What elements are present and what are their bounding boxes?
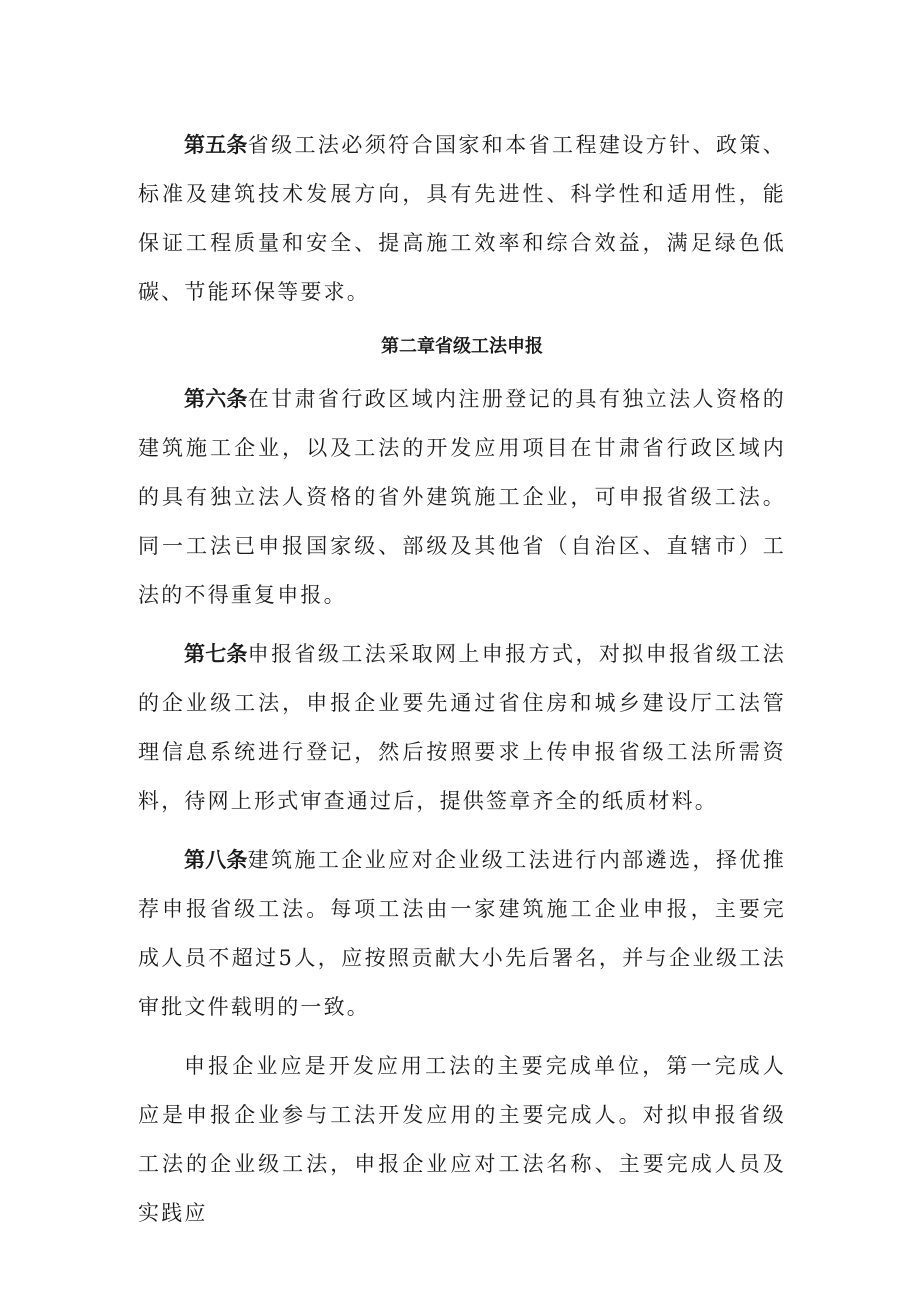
article-7-paragraph <box>138 630 786 826</box>
article-6-paragraph <box>138 375 786 620</box>
article-7-text: 申报省级工法采取网上申报方式，对拟申报省级工法的企业级工法，申报企业要先通过省住房和城乡建设厅工法管理信息系统进行登记，然后按照要求上传申报省级工法所需资料，待网上形式审查通过后，提供签章齐全的纸质材料。 <box>138 642 786 813</box>
article-5-label: 第五条 <box>184 133 248 157</box>
chapter-2-title: 第二章省级工法申报 <box>381 336 543 357</box>
article-6-text: 在甘肃省行政区域内注册登记的具有独立法人资格的建筑施工企业，以及工法的开发应用项目在甘肃省行政区域内的具有独立法人资格的省外建筑施工企业，可申报省级工法。同一工法已申报国家级、部级及其他省（自治区、直辖市）工法的不得重复申报。 <box>138 387 786 607</box>
article-5-paragraph <box>138 121 786 317</box>
article-8-label: 第八条 <box>184 848 248 872</box>
article-8-paragraph-2: 申报企业应是开发应用工法的主要完成单位，第一完成人应是申报企业参与工法开发应用的主要完成人。对拟申报省级工法的企业级工法，申报企业应对工法名称、主要完成人员及实践应 <box>138 1054 786 1225</box>
article-6-label: 第六条 <box>184 387 248 411</box>
article-8-text: 建筑施工企业应对企业级工法进行内部遴选，择优推荐申报省级工法。每项工法由一家建筑施工企业申报，主要完成人员不超过5人，应按照贡献大小先后署名，并与企业级工法审批文件载明的一致。 <box>138 848 786 1019</box>
document-body <box>138 121 786 1248</box>
article-7-label: 第七条 <box>184 642 248 666</box>
article-5-text: 省级工法必须符合国家和本省工程建设方针、政策、标准及建筑技术发展方向，具有先进性、科学性和适用性，能保证工程质量和安全、提高施工效率和综合效益，满足绿色低碳、节能环保等要求。 <box>138 133 786 304</box>
article-8-paragraph <box>138 836 786 1032</box>
